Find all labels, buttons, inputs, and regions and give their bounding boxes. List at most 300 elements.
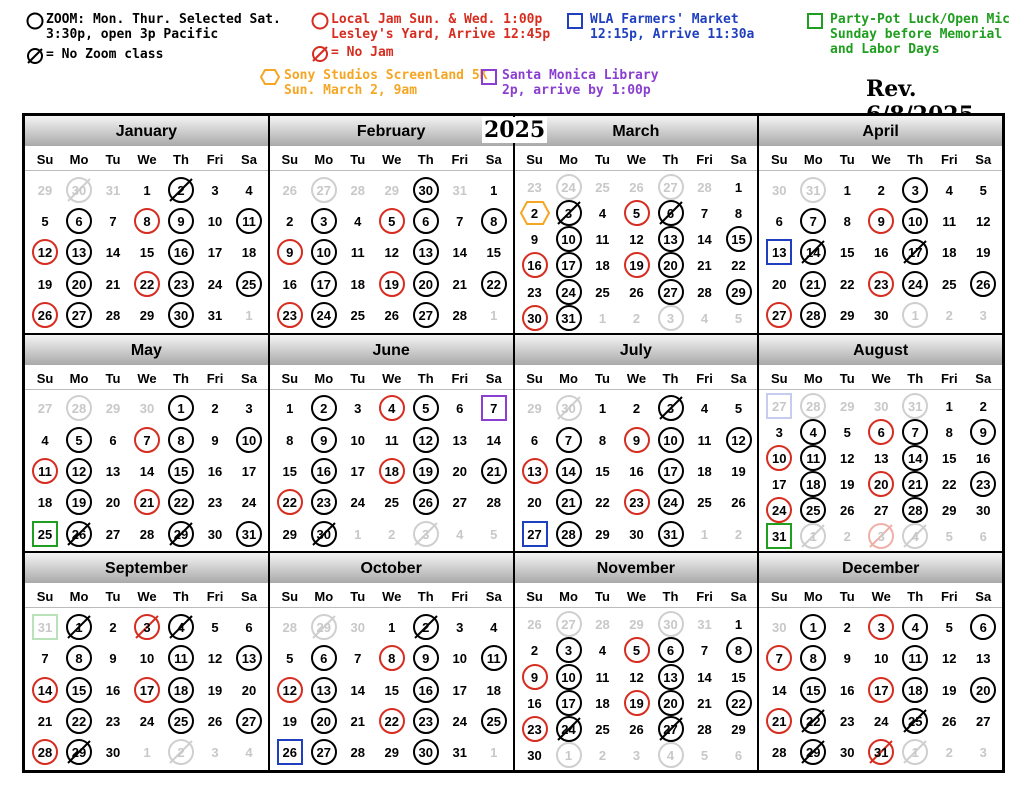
day-number: 4	[700, 401, 709, 417]
day-cell	[966, 175, 1000, 205]
day-number: 19	[37, 276, 53, 292]
day-cell	[830, 643, 864, 673]
divider	[270, 389, 513, 390]
day-cell	[198, 612, 232, 642]
day-cell	[273, 393, 307, 423]
day-cell	[864, 737, 898, 767]
day-number: 11	[595, 232, 610, 248]
day-cell	[409, 175, 443, 205]
day-cell	[28, 206, 62, 236]
day-number: 28	[105, 308, 121, 323]
day-number: 5	[734, 310, 743, 326]
day-cell	[762, 737, 796, 767]
day-cell	[130, 675, 164, 705]
day-cell	[830, 521, 864, 551]
day-number: 23	[316, 495, 331, 511]
day-number: 24	[452, 713, 467, 729]
day-cell	[307, 487, 341, 517]
day-cell	[586, 425, 620, 455]
day-cell	[164, 675, 198, 705]
month-header	[515, 335, 758, 365]
day-cell	[898, 737, 932, 767]
day-cell	[443, 237, 477, 267]
weekday-label: We	[137, 370, 157, 386]
day-number: 15	[282, 463, 297, 479]
day-cell	[130, 519, 164, 549]
day-number: 2	[598, 747, 607, 763]
legend-farmers-line1: WLA Farmers' Market	[590, 12, 739, 27]
day-number: 6	[109, 432, 117, 448]
black-slashed-circle-icon	[26, 47, 44, 65]
day-cell	[307, 206, 341, 236]
weekday-label: Mo	[559, 152, 578, 167]
divider	[515, 607, 758, 608]
day-number: 11	[384, 432, 399, 448]
day-number: 10	[908, 214, 923, 229]
month-name: January	[115, 123, 178, 140]
day-number: 7	[700, 206, 709, 222]
month-october	[269, 552, 514, 771]
day-number: 12	[731, 432, 746, 448]
day-number: 25	[595, 284, 610, 300]
month-name: July	[619, 341, 652, 359]
day-number: 19	[384, 276, 399, 292]
day-number: 6	[979, 529, 987, 545]
day-number: 16	[316, 463, 331, 479]
day-number: 24	[874, 713, 889, 729]
day-number: 12	[418, 432, 433, 448]
divider	[25, 607, 268, 608]
weekday-label: Tu	[105, 370, 121, 386]
day-cell	[164, 519, 198, 549]
day-cell	[62, 612, 96, 642]
day-number: 13	[105, 463, 121, 479]
day-number: 4	[245, 182, 253, 198]
day-cell	[409, 237, 443, 267]
day-cell	[443, 456, 477, 486]
day-number: 11	[242, 214, 256, 229]
day-cell	[477, 206, 511, 236]
weekday-label: Tu	[350, 589, 366, 605]
red-circle-icon	[311, 12, 329, 30]
divider	[25, 389, 268, 390]
day-cell	[688, 519, 722, 549]
day-cell	[722, 487, 756, 517]
day-number: 13	[418, 245, 433, 261]
month-header	[25, 116, 268, 146]
day-number: 8	[734, 206, 743, 222]
month-header	[270, 335, 513, 365]
day-cell	[273, 675, 307, 705]
day-number: 28	[806, 308, 821, 323]
day-number: 26	[629, 180, 644, 196]
day-number: 1	[388, 619, 396, 635]
day-cell	[688, 303, 722, 333]
day-number: 24	[561, 180, 576, 196]
day-number: 30	[663, 617, 678, 633]
day-number: 1	[843, 182, 851, 198]
day-number: 1	[911, 308, 919, 323]
weekday-label: We	[137, 152, 157, 167]
day-cell	[796, 300, 830, 330]
day-number: 27	[772, 398, 787, 414]
legend-jam	[311, 12, 550, 42]
day-cell	[552, 425, 586, 455]
day-number: 22	[731, 695, 746, 711]
day-cell	[307, 456, 341, 486]
day-number: 28	[71, 401, 87, 417]
weekday-label: Tu	[350, 370, 366, 386]
day-number: 18	[595, 695, 610, 711]
day-number: 20	[418, 276, 433, 292]
day-number: 25	[350, 308, 365, 323]
legend-party	[806, 12, 1010, 57]
day-cell	[654, 519, 688, 549]
day-cell	[28, 300, 62, 330]
day-number: 23	[105, 713, 121, 729]
day-number: 28	[452, 308, 467, 323]
day-number: 7	[775, 651, 783, 667]
weekday-label: Fri	[451, 152, 469, 167]
day-cell	[688, 393, 722, 423]
day-number: 26	[418, 495, 433, 511]
day-number: 20	[316, 713, 331, 729]
day-number: 28	[282, 619, 297, 635]
day-number: 15	[384, 682, 399, 698]
day-cell	[518, 393, 552, 423]
day-number: 24	[561, 721, 576, 737]
day-number: 2	[843, 529, 851, 545]
day-number: 17	[908, 245, 923, 261]
day-number: 4	[41, 432, 49, 448]
day-cell	[409, 487, 443, 517]
day-number: 17	[561, 258, 576, 274]
weekday-label: Tu	[595, 152, 610, 167]
day-number: 31	[37, 619, 53, 635]
day-number: 1	[598, 310, 607, 326]
day-cell	[273, 237, 307, 267]
day-number: 10	[772, 450, 787, 466]
weekday-label: Th	[173, 370, 189, 386]
day-number: 20	[976, 682, 991, 698]
day-number: 28	[595, 617, 610, 633]
day-cell	[62, 519, 96, 549]
day-number: 28	[772, 745, 787, 761]
day-cell	[409, 612, 443, 642]
day-cell	[722, 425, 756, 455]
day-number: 18	[241, 245, 257, 261]
day-cell	[830, 175, 864, 205]
day-cell	[932, 706, 966, 736]
day-number: 8	[75, 651, 83, 667]
day-number: 19	[976, 245, 991, 261]
day-number: 29	[629, 617, 644, 633]
day-number: 29	[840, 398, 855, 414]
weekday-label: We	[382, 370, 402, 386]
day-number: 31	[452, 745, 467, 761]
day-number: 26	[840, 503, 855, 519]
day-number: 31	[874, 745, 889, 761]
weekday-label: Th	[907, 589, 924, 605]
day-number: 31	[452, 182, 467, 198]
day-cell	[898, 237, 932, 267]
day-number: 18	[806, 477, 821, 493]
day-cell	[796, 612, 830, 642]
day-number: 29	[595, 526, 610, 542]
day-cell	[932, 643, 966, 673]
day-cell	[28, 675, 62, 705]
day-number: 8	[843, 214, 851, 229]
day-number: 7	[700, 643, 709, 659]
day-number: 2	[177, 745, 185, 761]
legend-farmers	[566, 12, 754, 42]
divider	[270, 607, 513, 608]
legend-zoom	[26, 12, 281, 42]
day-number: 23	[976, 477, 991, 493]
day-cell	[164, 487, 198, 517]
day-cell	[96, 175, 130, 205]
day-number: 21	[37, 713, 53, 729]
day-number: 6	[75, 214, 83, 229]
day-cell	[586, 487, 620, 517]
day-cell	[518, 740, 552, 770]
day-cell	[28, 456, 62, 486]
weekday-label: Tu	[105, 589, 121, 605]
weekday-label: Fri	[940, 152, 958, 167]
day-cell	[341, 237, 375, 267]
day-cell	[62, 425, 96, 455]
weekday-label: We	[871, 370, 891, 386]
month-june	[269, 334, 514, 553]
day-cell	[307, 175, 341, 205]
weekday-label: Mo	[314, 370, 334, 386]
day-cell	[96, 269, 130, 299]
day-cell	[443, 737, 477, 767]
month-name: November	[596, 560, 675, 578]
month-header	[759, 553, 1002, 583]
day-number: 1	[286, 401, 294, 417]
day-cell	[932, 269, 966, 299]
day-number: 20	[874, 477, 889, 493]
day-number: 8	[286, 432, 294, 448]
day-cell	[62, 487, 96, 517]
day-cell	[62, 300, 96, 330]
day-number: 3	[143, 619, 151, 635]
weekday-label: Su	[36, 152, 54, 167]
legend-party-line3: and Labor Days	[830, 42, 940, 57]
day-number: 20	[71, 276, 87, 292]
day-number: 26	[282, 182, 297, 198]
day-number: 11	[38, 463, 52, 479]
day-number: 24	[316, 308, 331, 323]
day-cell	[518, 456, 552, 486]
day-number: 14	[452, 245, 467, 261]
weekday-label: Fri	[451, 589, 469, 605]
day-number: 22	[806, 713, 821, 729]
day-number: 13	[976, 651, 991, 667]
day-number: 5	[734, 401, 743, 417]
day-number: 9	[530, 669, 539, 685]
day-number: 22	[486, 276, 501, 292]
day-number: 14	[105, 245, 121, 261]
day-cell	[722, 303, 756, 333]
day-number: 2	[877, 182, 885, 198]
day-number: 20	[527, 495, 542, 511]
day-number: 2	[211, 401, 219, 417]
revision-date: Rev.	[866, 76, 917, 102]
legend-jam-line2: Lesley's Yard, Arrive 12:45p	[331, 27, 551, 42]
day-cell	[130, 269, 164, 299]
day-number: 13	[772, 245, 787, 261]
day-number: 3	[354, 401, 362, 417]
day-number: 28	[697, 180, 712, 196]
day-number: 18	[595, 258, 610, 274]
day-number: 17	[561, 695, 576, 711]
day-cell	[552, 456, 586, 486]
day-cell	[932, 300, 966, 330]
day-number: 21	[806, 276, 821, 292]
weekday-label: Sa	[241, 370, 257, 386]
day-number: 22	[139, 276, 155, 292]
day-cell	[688, 425, 722, 455]
day-number: 15	[731, 669, 746, 685]
day-number: 11	[806, 450, 821, 466]
day-number: 16	[976, 450, 991, 466]
weekday-label: Sa	[241, 589, 257, 605]
day-cell	[477, 643, 511, 673]
day-cell	[96, 456, 130, 486]
day-number: 4	[598, 643, 607, 659]
day-cell	[586, 740, 620, 770]
day-cell	[409, 675, 443, 705]
divider	[515, 389, 758, 390]
day-cell	[518, 487, 552, 517]
day-number: 12	[37, 245, 53, 261]
day-cell	[164, 456, 198, 486]
day-number: 17	[772, 477, 787, 493]
day-cell	[762, 706, 796, 736]
day-number: 30	[840, 745, 855, 761]
day-number: 2	[388, 526, 396, 542]
day-number: 18	[350, 276, 365, 292]
day-cell	[341, 175, 375, 205]
day-number: 1	[75, 619, 83, 635]
day-number: 29	[731, 284, 746, 300]
day-cell	[796, 521, 830, 551]
day-cell	[864, 643, 898, 673]
day-number: 11	[486, 651, 501, 667]
day-cell	[232, 456, 266, 486]
day-number: 26	[384, 308, 399, 323]
day-number: 1	[143, 745, 151, 761]
weekday-label: Sa	[730, 152, 747, 167]
day-cell	[130, 737, 164, 767]
month-july	[514, 334, 759, 553]
day-cell	[375, 300, 409, 330]
day-number: 27	[663, 284, 678, 300]
day-number: 17	[452, 682, 467, 698]
day-cell	[232, 300, 266, 330]
day-number: 23	[527, 284, 542, 300]
weekday-label: Fri	[451, 370, 469, 386]
day-cell	[762, 643, 796, 673]
day-cell	[273, 175, 307, 205]
weekday-label: Th	[662, 370, 679, 386]
day-number: 4	[809, 424, 817, 440]
day-number: 22	[282, 495, 297, 511]
day-number: 20	[241, 682, 257, 698]
day-number: 27	[663, 180, 678, 196]
day-number: 12	[629, 669, 644, 685]
day-cell	[273, 706, 307, 736]
day-cell	[932, 675, 966, 705]
weekday-label: Fri	[206, 370, 224, 386]
day-number: 30	[976, 503, 991, 519]
day-cell	[375, 269, 409, 299]
day-number: 31	[806, 182, 821, 198]
day-number: 21	[452, 276, 467, 292]
weekday-label: Mo	[69, 152, 89, 167]
day-cell	[375, 737, 409, 767]
day-cell	[409, 206, 443, 236]
day-number: 2	[632, 310, 641, 326]
day-number: 20	[452, 463, 467, 479]
day-number: 20	[663, 258, 678, 274]
day-number: 27	[527, 526, 542, 542]
day-cell	[273, 612, 307, 642]
day-number: 1	[564, 747, 573, 763]
day-number: 12	[840, 450, 855, 466]
day-number: 15	[595, 463, 610, 479]
day-number: 16	[418, 682, 433, 698]
day-cell	[477, 300, 511, 330]
weekday-label: We	[382, 152, 402, 167]
weekday-label: Fri	[940, 589, 958, 605]
day-cell	[762, 675, 796, 705]
day-number: 28	[139, 526, 155, 542]
day-cell	[130, 425, 164, 455]
day-cell	[273, 737, 307, 767]
weekday-label: Tu	[105, 152, 121, 167]
day-cell	[932, 612, 966, 642]
day-cell	[654, 487, 688, 517]
day-number: 22	[840, 276, 855, 292]
day-number: 12	[282, 682, 297, 698]
day-cell	[62, 675, 96, 705]
day-number: 6	[734, 747, 743, 763]
day-cell	[198, 175, 232, 205]
day-number: 6	[245, 619, 253, 635]
day-number: 15	[139, 245, 155, 261]
day-number: 23	[418, 713, 433, 729]
day-cell	[762, 521, 796, 551]
day-number: 22	[173, 495, 189, 511]
day-number: 21	[908, 477, 923, 493]
day-number: 4	[945, 182, 953, 198]
weekday-label: Sa	[975, 589, 992, 605]
day-cell	[762, 612, 796, 642]
month-header	[515, 116, 758, 146]
legend-library	[480, 68, 659, 98]
day-number: 18	[173, 682, 189, 698]
weekday-label: Th	[417, 589, 434, 605]
day-cell	[198, 456, 232, 486]
day-number: 3	[877, 619, 885, 635]
month-name: December	[841, 560, 920, 578]
day-cell	[443, 175, 477, 205]
day-cell	[443, 706, 477, 736]
day-cell	[28, 269, 62, 299]
